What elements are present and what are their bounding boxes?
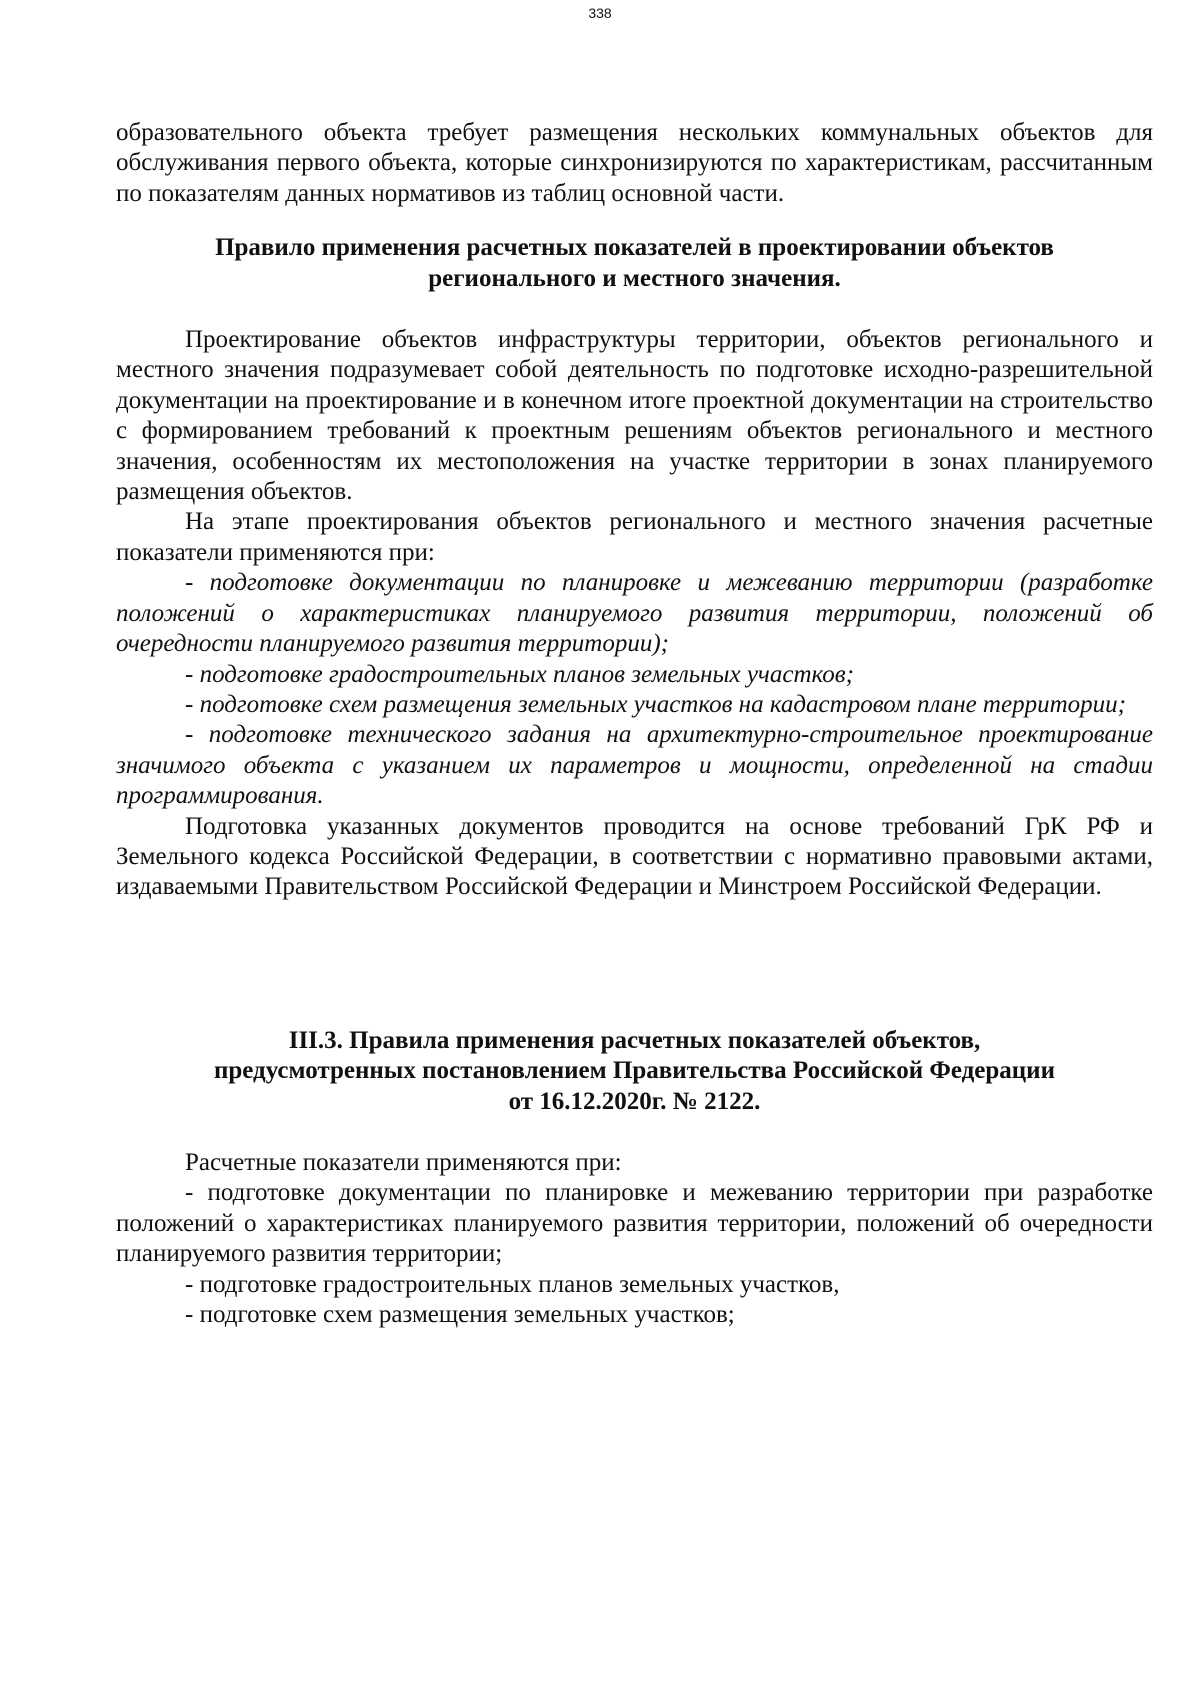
section-heading-iii-3	[116, 1026, 1153, 1117]
list-item: - подготовке схем размещения земельных участков;	[185, 1301, 735, 1328]
section-heading-line: предусмотренных постановлением Правительства Российской Федерации	[213, 1057, 1055, 1085]
body-paragraph: На этапе проектирования объектов регионального и местного значения расчетные показатели применяются при:	[116, 508, 1153, 566]
body-paragraph: Расчетные показатели применяются при:	[185, 1148, 622, 1176]
section-heading-rules	[116, 233, 1153, 294]
section-heading-line: Правило применения расчетных показателей в проектировании объектов	[215, 234, 1054, 262]
list-item: - подготовке документации по планировке и межеванию территории (разработке положений о характеристиках планируемого развития территории, положений об очередности планируемого развития территории);	[116, 569, 1153, 658]
body-paragraph: Проектирование объектов инфраструктуры территории, объектов регионального и местного значения подразумевает собой деятельность по подготовке исходно-разрешительной документации на проектирование и в конечном итоге проектной документации на строительство с формированием требований к проектным решениям объектов регионального и местного значения, особенностям их местоположения на участке территории в зонах планируемого размещения объектов.	[116, 326, 1153, 506]
page-number: 338	[588, 5, 612, 21]
section-heading-line: от 16.12.2020г. № 2122.	[508, 1087, 761, 1115]
section-heading-line: III.3. Правила применения расчетных показателей объектов,	[288, 1026, 981, 1054]
list-item: - подготовке градостроительных планов земельных участков;	[185, 660, 854, 688]
list-item: - подготовке документации по планировке и межеванию территории при разработке положений о характеристиках планируемого развития территории, положений об очередности планируемого развития территории;	[116, 1179, 1153, 1268]
intro-paragraph: образовательного объекта требует размещения нескольких коммунальных объектов для обслуживания первого объекта, которые синхронизируются по характеристикам, рассчитанным по показателям данных нормативов из таблиц основной части.	[116, 119, 1153, 207]
body-paragraph: Подготовка указанных документов проводится на основе требований ГрК РФ и Земельного кодекса Российской Федерации, в соответствии с нормативно правовыми актами, издаваемыми Правительством Российской Федерации и Минстроем Российской Федерации.	[116, 812, 1153, 901]
section-heading-line: регионального и местного значения.	[428, 264, 841, 292]
list-item: - подготовке технического задания на архитектурно-строительное проектирование значимого объекта с указанием их параметров и мощности, определенной на стадии программирования.	[116, 721, 1153, 810]
document-body	[116, 118, 1153, 1330]
list-item: - подготовке градостроительных планов земельных участков,	[185, 1270, 840, 1298]
list-item: - подготовке схем размещения земельных участков на кадастровом плане территории;	[185, 690, 1126, 718]
